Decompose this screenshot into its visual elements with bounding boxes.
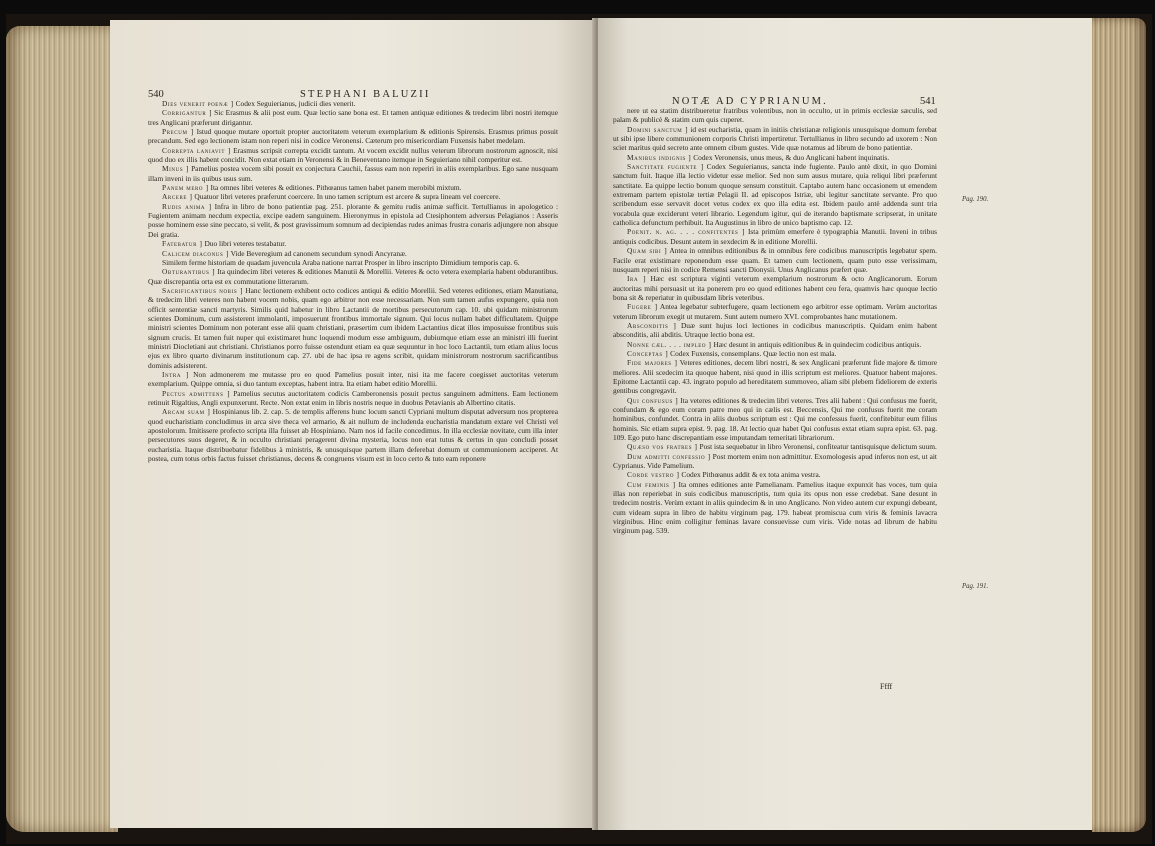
margin-note-1: Pag. 190. (962, 196, 989, 203)
left-paragraph (148, 99, 558, 108)
left-paragraph (148, 146, 558, 165)
left-text-column (148, 99, 558, 719)
margin-note-2: Pag. 191. (962, 583, 989, 590)
right-page-number: 541 (920, 96, 936, 107)
note-text: Duo libri veteres testabatur. (204, 239, 287, 249)
left-paragraph (148, 370, 558, 389)
lemma-label: Precum ] (162, 127, 194, 137)
lemma-label: Calicem diaconus ] (162, 248, 229, 258)
note-text: Hanc lectionem exhibent octo codices antiqui & editio Morellii. Sed veteres editiones, etiam Manutiana, & tredecim libri veteres non habent vocem nobis, quam ego arbitror non esse necessariam. Non sum tamen aufus expungere, quia non officit sententiæ sancti martyris. Similis quid habetur in libro Lactantii de mortibus persecutorum cap. 10. ubi quidam ministrorum scientes Dominum, cum assisterent immolanti, imposuerunt frontibus immortale signum. Qui locus nullam habet difficultatem. Quippe ministri scientes Dominum non poterant esse alii quam christiani, præsertim cum ibidem Lactantius dicat illos imposuisse frontibus suis signum crucis. Et tamen fuit nuper qui existimaret hunc loquendi modum esse ambiguum, dubiumque etiam esse an ministri illi fuerint ministri Diocletiani aut christiani. Christianos porro fuisse ostendunt etiam ea quæ sequuntur in hoc loco Lactantii, tum etiam alius locus ejus ex libro quarto divinarum institutionum cap. 27. ubi de hac ipsa re agens scribit, quidam ministrorum nostrorum sacrificantibus dominis adsisterent. (148, 285, 558, 370)
note-text: Istud quoque mutare oportuit propter auctoritatem veterum exemplarium & editionis Spirensis. Erasmus primus posuit precandum. Sed ego lectionem istam non reperi nisi in codice Veronensi. Cæterum pro misericordiam Fuxensis habet medelam. (148, 127, 558, 146)
right-paragraph (613, 302, 937, 321)
right-paragraph (613, 246, 937, 274)
lemma-label: Corde vestro ] (627, 470, 680, 480)
left-paragraph (148, 164, 558, 183)
lemma-label: Quæso vos fratres ] (627, 442, 698, 452)
lemma-label: Corrigantur ] (162, 108, 213, 118)
lemma-label: Arcere ] (162, 192, 193, 202)
note-text: nere ut ea statim distribueretur fratribus volentibus, non in occulto, ut in primis ecclesiæ sæculis, sed palam & publicè & statim cum quis cuperet. (613, 106, 937, 125)
lemma-label: Minus ] (162, 164, 189, 174)
lemma-label: Absconditis ] (627, 320, 677, 330)
right-paragraph (613, 227, 937, 246)
note-text: Ita omnes libri veteres & editiones. Pithœanus tamen habet panem merobibi mixtum. (210, 183, 462, 193)
note-text: Duæ sunt hujus loci lectiones in codicibus manuscriptis. Quidam enim habent absconditis, alii abditis. Utraque lectio bona est. (613, 320, 937, 340)
right-paragraph (613, 274, 937, 302)
right-running-head: NOTÆ AD CYPRIANUM. (672, 96, 828, 107)
note-text: Pamelius postea vocem sibi posuit ex conjectura Cauchii, fassus eam non reperiri in aliis exemplaribus. Ego sane nusquam illam inveni in iis quibus usus sum. (148, 164, 558, 183)
left-paragraph (148, 389, 558, 408)
note-text: Sic Erasmus & alii post eum. Quæ lectio sane bona est. Et tamen antiquæ editiones & tredecim libri nostri itemque tres Anglicani præferunt dirigantur. (148, 108, 558, 127)
note-text: Ita omnes editiones ante Pamelianam. Pamelius itaque expunxit has voces, tum quia illas non reperiebat in suis codicibus manuscriptis, tum quia its opus non esse credebat. Sane desunt in tredecim nostris. Verùm extant in aliis quindecim & in uno Anglicano. Non video autem cur expungi debeant, cum videam supra in libro de habitu virginum pag. 179. habeat promiscua cum viris & feminis lavacra virginibus. Hinc enim colligitur feminas lavare consuevisse cum viris. Vide notas ad librum de habitu virginum pag. 539. (613, 479, 937, 536)
left-paragraph (148, 249, 558, 258)
right-paragraph (613, 106, 937, 125)
right-paragraph (613, 452, 937, 471)
left-paragraph (148, 108, 558, 127)
lemma-label: Pectus admittens ] (162, 388, 231, 398)
right-paragraph (613, 358, 937, 395)
left-paragraph (148, 239, 558, 248)
note-text: id est eucharistia, quam in initiis christianæ religionis unusquisque domum ferebat ut sibi ipse libere communionem corporis Christi impertiretur. Tertullianus in libro secundo ad uxorem : Non sciet maritus quid secreto ante omnem cibum gustes. Vide quæ notamus ad librum de bono patientiæ. (613, 124, 937, 153)
lemma-label: Dum admitti confessio ] (627, 451, 711, 461)
right-paragraph (613, 153, 937, 162)
right-paragraph (613, 321, 937, 340)
note-text: Antea in omnibus editionibus & in omnibus fere codicibus manuscriptis legebatur spem. Facile erat existimare reponendum esse quam. Et tamen cum lectionem, quam puto esse verissimam, nusquam reperi nisi in codice Remensi sancti Dionysii. Unus Anglicanus præfert quæ. (613, 246, 937, 274)
left-paragraph-list (148, 99, 558, 463)
lemma-label: Correpta laniavit ] (162, 145, 231, 155)
right-paragraph (613, 162, 937, 227)
note-text: Codex Seguierianus, judicii dies venerit. (235, 99, 356, 108)
note-text: Ita quindecim libri veteres & editiones Manutii & Morellii. Veteres & octo vetera exemplaria habent obdurantibus. Quæ discrepantia orta est ex commutatione litterarum. (148, 267, 558, 286)
left-page-number: 540 (148, 89, 164, 100)
lemma-label: Fatebatur ] (162, 239, 203, 249)
right-text-column (613, 106, 937, 698)
left-paragraph (148, 192, 558, 201)
note-text: Codex Seguierianus, sancta inde fugiente. Paulo antè dixit, in quo Domini sanctum fuit. Itaque illa lectio videtur esse melior. Sed non sum ausus mutare, quia reliqui libri præferunt sanctitate. Ea quippe lectio bonum quoque sensum constituit. Captabo autem hanc occasionem ut emendem extremam partem epistolæ tertiæ Pelagii II. ad episcopos Istriæ, ubi legitur sanctitate servante. Pro quo scribendum esse servavit docet vetus codex ex quo illa edita est. Ibidem paulo antè addenda sunt tria vocabula quæ exciderunt veteri librario. Legendum igitur, qui de iterando baptismate scripserat, in unitate catholica defunctum perhibuit. Ita Augustinus in libro de unico baptismo cap. 12. (613, 162, 937, 228)
lemma-label: Nonne cæl. . . . impleo ] (627, 339, 712, 349)
right-paragraph (613, 480, 937, 536)
lemma-label: Domini sanctum ] (627, 124, 689, 134)
note-text: Codex Fuxensis, consemplans. Quæ lectio non est mala. (670, 348, 837, 358)
note-text: Hæc est scriptura viginti veterum exemplarium nostrorum & octo Anglicanorum. Eorum auctoritas mihi persuasit ut ita ponerem pro eo quod editiones habent ceu fera, quamvis hæc quoque lectio bona sit & reperiatur in quibusdam libris veteribus. (613, 274, 937, 302)
note-text: Codex Veronensis, unus meus, & duo Anglicani habent inquinatis. (693, 152, 890, 162)
lemma-label: Quam sibi ] (627, 246, 668, 256)
right-paragraph (613, 340, 937, 349)
lemma-label: Obturantibus ] (162, 267, 216, 277)
right-paragraph-list (613, 106, 937, 536)
right-paragraph (613, 125, 937, 153)
left-paragraph (148, 286, 558, 370)
lemma-label: Fide majores ] (627, 358, 678, 368)
lemma-label: Fugere ] (627, 302, 658, 312)
note-text: Hæc desunt in antiquis editionibus & in quindecim codicibus antiquis. (713, 339, 922, 349)
page-edges-left (6, 26, 118, 832)
note-text: Vide Beveregium ad canonem secundum synodi Ancyranæ. (230, 248, 407, 258)
note-text: Ita veteres editiones & tredecim libri veteres. Tres alii habent : Qui confusus me fuerit, confundam & ego eum coram patre meo qui in cælis est. Beccensis, Qui me confusus fuerit me coram hominibus, confundet. Contra in aliis duobus scriptum est : Qui me confessus fuerit, confitebitur eum filius hominis. Sic etiam supra epist. 9. pag. 18. At lectio quæ habet Qui confusus extat etiam supra epist. 63. pag. 109. Ego puto hanc discrepantiam esse imputandam temeritati librariorum. (613, 395, 937, 443)
right-paragraph (613, 349, 937, 358)
lemma-label: Intra ] (162, 369, 189, 379)
right-paragraph (613, 442, 937, 451)
note-text: Veteres editiones, decem libri nostri, & sex Anglicani præferunt fide majore & timore meliores. Alii scedecim ita quoque habent, nisi quod in illis scriptum est meliores. Quatuor habent majores. Epitome Lactantii cap. 43. ingrato populo ad hereditatem summoveo, aliam sibi plebem fideliorem de exteris gentibus congregavit. (613, 358, 937, 396)
left-paragraph (148, 183, 558, 192)
lemma-label: Sacrificantibus nobis ] (162, 285, 244, 295)
right-paragraph (613, 470, 937, 479)
lemma-label: Ira ] (627, 274, 647, 284)
note-text: Codex Pithœanus addit & ex tota anima vestra. (681, 470, 821, 480)
lemma-label: Dies venerit poenæ ] (162, 99, 234, 108)
note-text: Ista primùm emerfere è typographia Manutii. Inveni in tribus antiquis codicibus. Desunt autem in sexdecim & in editione Morellii. (613, 227, 937, 246)
note-text: Post mortem enim non admittitur. Exomologesis apud inferos non est, ut ait Cyprianus. Vide Pamelium. (613, 451, 937, 471)
note-text: Erasmus scripsit correpta excidit tantum. At vocem excidit nullus veterum librorum nostrorum agnoscit, nisi quod duo ex illis habent concidit. Non extat etiam in Veronensi & in Beneventano itemque in Seguieriano nihil comperitur est. (148, 145, 558, 165)
left-paragraph (148, 267, 558, 286)
note-text: Antea legebatur subterfugere, quam lectionem ego arbitror esse optimam. Verùm auctoritas veterum librorum exegit ut mutarem. Sunt autem numero XVI. comprobantes hanc mutationem. (613, 302, 937, 321)
left-running-head: STEPHANI BALUZII (300, 89, 431, 100)
lemma-label: Sanctitate fugiente ] (627, 162, 704, 172)
note-text: Quatuor libri veteres præferunt coercere. In uno tamen scriptum est arcere & supra lineam vel coercere. (194, 192, 501, 202)
note-text: Post ista sequebatur in libro Veronensi, confiteatur tantisquisque delictum suum. (699, 442, 937, 452)
note-text: Non admonerem me mutasse pro eo quod Pamelius posuit inter, nisi ita me facere coegisset auctoritas veterum exemplarium. Quippe omnia, si duo tantum exceptas, habent intra. Ita etiam habet editio Morellii. (148, 369, 558, 389)
lemma-label: Qui confusus ] (627, 395, 679, 405)
lemma-label: Rudis anima ] (162, 201, 212, 211)
lemma-label: Conceptas ] (627, 348, 669, 358)
right-paragraph (613, 396, 937, 443)
page-edges-right (1092, 18, 1146, 832)
lemma-label: Poenit. n. ag. . . . confitentes ] (627, 227, 745, 237)
lemma-label: Arcam suam ] (162, 407, 211, 417)
left-paragraph (148, 202, 558, 239)
note-text: Hospinianus lib. 2. cap. 5. de templis afferens hunc locum sancti Cypriani multum disputat adversum nos propterea quod eucharistiam concludimus in arca sive theca vel armario, & ait nullum de includenda eucharistia mandatum extare vel Christi vel apostolorum. Imitissere profecto scripta illa fuisset ab Hospiniano. Nam nos id facile concedimus. In illa ecclesiæ novitate, cum illa inter persecutores suos degeret, & in occulto christiani peragerent divina mysteria, locus non erat tutus & certus in quo concludi posset eucharistia. Itaque distribuebatur fidelibus à ministris, & unusquisque partem illam deferebat domum ut communionem acciperet. At postea, cum totus orbis factus fuisset christianus, decens & congruens visum est in loco certo & tuto eam reponere (148, 407, 558, 464)
signature-mark: Ffff (880, 682, 893, 691)
note-text: Pamelius secutus auctoritatem codicis Camberonensis posuit pectus sanguinem admittens. Eam lectionem retinuit Rigaltius, Angli expunxerunt. Recte. Non extat enim in libris nostris neque in duobus Petavianis ab Albertino citatis. (148, 388, 558, 407)
lemma-label: Manibus indignis ] (627, 152, 692, 162)
lemma-label: Panem mero ] (162, 183, 209, 193)
lemma-label: Cum feminis ] (627, 479, 676, 489)
note-text: Similem ferme historiam de quadam juvencula Araba natione narrat Prosper in libro inscripto Dimidium temporis cap. 6. (162, 257, 520, 267)
note-text: Infra in libro de bono patientiæ pag. 251. plorante & gemitu rudis animæ sufficit. Tertullianus in apologetico : Fugientem animam necdum expectia, excipe eadem sanguinem. Hieronymus in epistola ad Ctesiphontem adversus Pelagianos : Asseris posse hominem esse sine peccato, si velit, & post gravissimum somnum ad decipiendas rudes animas frustra conaris adjungere non absque Dei gratia. (148, 201, 558, 239)
left-paragraph (148, 127, 558, 146)
left-paragraph (148, 258, 558, 267)
left-paragraph (148, 407, 558, 463)
